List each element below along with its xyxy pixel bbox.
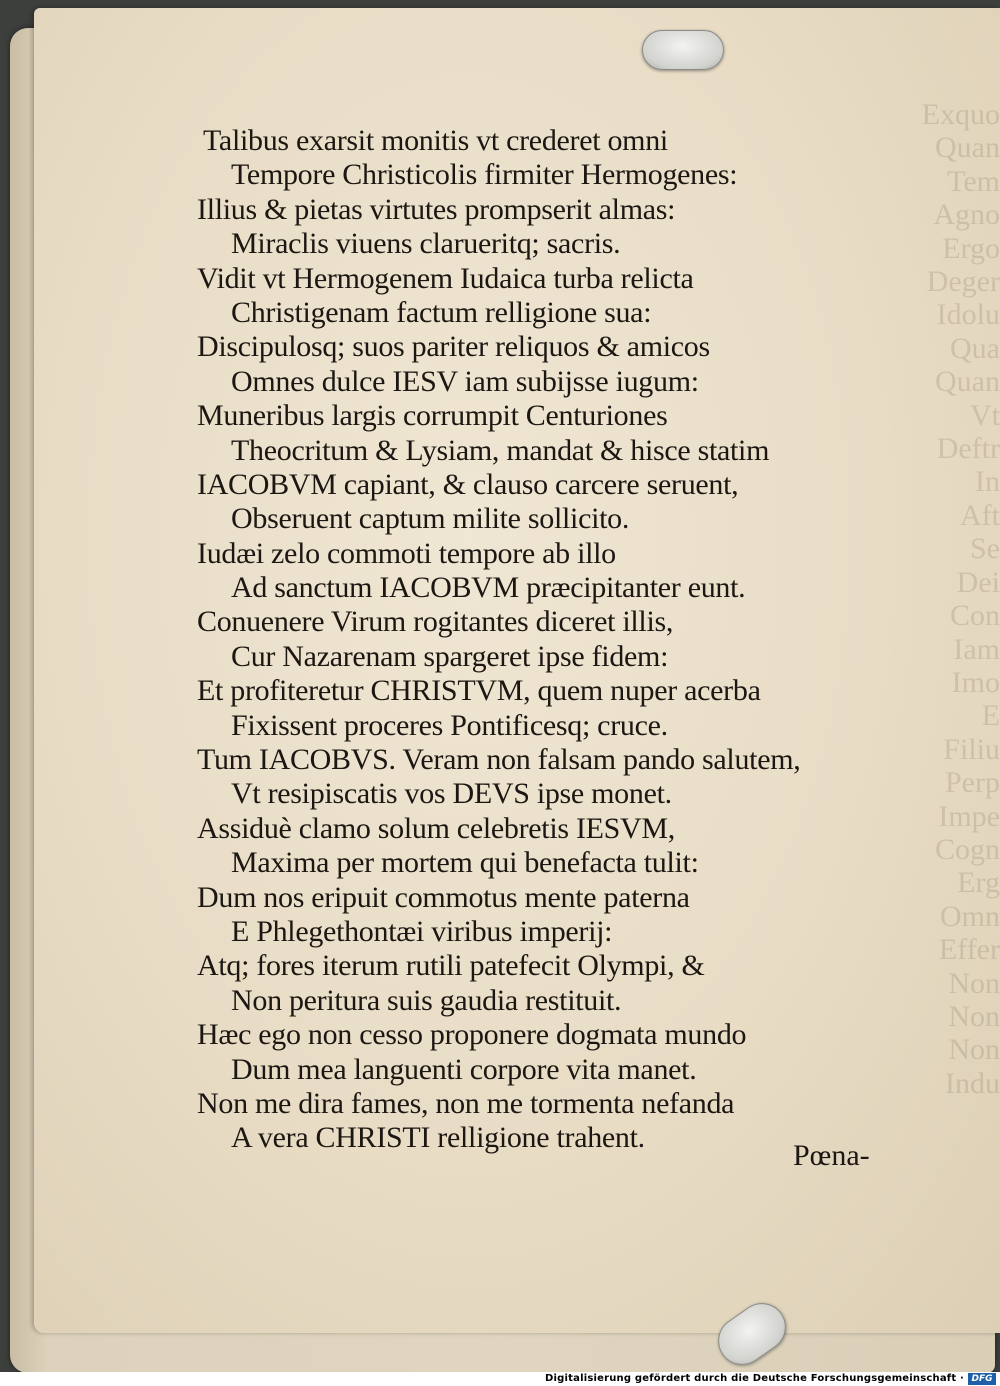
poem-line: Vidit vt Hermogenem Iudaica turba relicta (197, 261, 694, 295)
poem-line: Et profiteretur CHRISTVM, quem nuper acerba (197, 674, 761, 708)
poem-line: Talibus exarsit monitis vt crederet omni (203, 124, 668, 157)
poem-line: Miraclis viuens clarueritq; sacris. (231, 227, 621, 261)
poem-line: Cur Nazarenam spargeret ipse fidem: (231, 639, 669, 673)
poem-line: Muneribus largis corrumpit Centuriones (197, 399, 668, 433)
poem-line: Tempore Christicolis firmiter Hermogenes: (231, 158, 738, 192)
poem-line: E Phlegethontæi viribus imperij: (231, 914, 613, 948)
poem-line: Illius & pietas virtutes prompserit almas: (197, 192, 676, 226)
poem-line: Obseruent captum milite sollicito. (231, 502, 630, 536)
poem-line: Non peritura suis gaudia restituit. (231, 983, 622, 1017)
poem-line: IACOBVM capiant, & clauso carcere seruent, (197, 467, 739, 501)
poem-line: Tum IACOBVS. Veram non falsam pando salutem, (197, 743, 801, 777)
show-through-text: Exquo Quan Tem Agno Ergo Deger Idolu Qua Quan Vt Deftr In Aft Se Dei Con Iam Imo E Filiu Perp Impe Cogn Erg Omn Effer Non Non Non Indu (921, 98, 1000, 1100)
poem-line: Christigenam factum relligione sua: (231, 295, 652, 329)
poem-line: Fixissent proceres Pontificesq; cruce. (231, 708, 668, 742)
poem-line: Dum mea languenti corpore vita manet. (231, 1052, 697, 1086)
poem-line: Vt resipiscatis vos DEVS ipse monet. (231, 777, 672, 811)
poem-line: Omnes dulce IESV iam subijsse iugum: (231, 364, 699, 398)
poem-line: Conuenere Virum rogitantes diceret illis, (197, 605, 674, 639)
poem-line: Ad sanctum IACOBVM præcipitanter eunt. (231, 571, 746, 605)
footer-bar (0, 1372, 1000, 1386)
funding-credit: Digitalisierung gefördert durch die Deutsche Forschungsgemeinschaft · (545, 1373, 964, 1384)
poem-line: Atq; fores iterum rutili patefecit Olympi, & (197, 949, 705, 983)
poem-text (197, 124, 917, 1156)
poem-line: Theocritum & Lysiam, mandat & hisce statim (231, 433, 770, 467)
poem-line: Non me dira fames, non me tormenta nefanda (197, 1086, 735, 1120)
poem-line: Iudæi zelo commoti tempore ab illo (197, 536, 616, 570)
poem-line: Discipulosq; suos pariter reliquos & amicos (197, 330, 710, 364)
dfg-logo-icon: DFG (968, 1373, 996, 1385)
poem-line: Maxima per mortem qui benefacta tulit: (231, 846, 699, 880)
poem-line: A vera CHRISTI relligione trahent. (231, 1121, 645, 1155)
poem-line: Assiduè clamo solum celebretis IESVM, (197, 811, 675, 845)
paper-clip-top (642, 30, 724, 70)
catchword: Pœna- (793, 1139, 870, 1172)
poem-line: Hæc ego non cesso proponere dogmata mundo (197, 1018, 747, 1052)
poem-line: Dum nos eripuit commotus mente paterna (197, 880, 690, 914)
